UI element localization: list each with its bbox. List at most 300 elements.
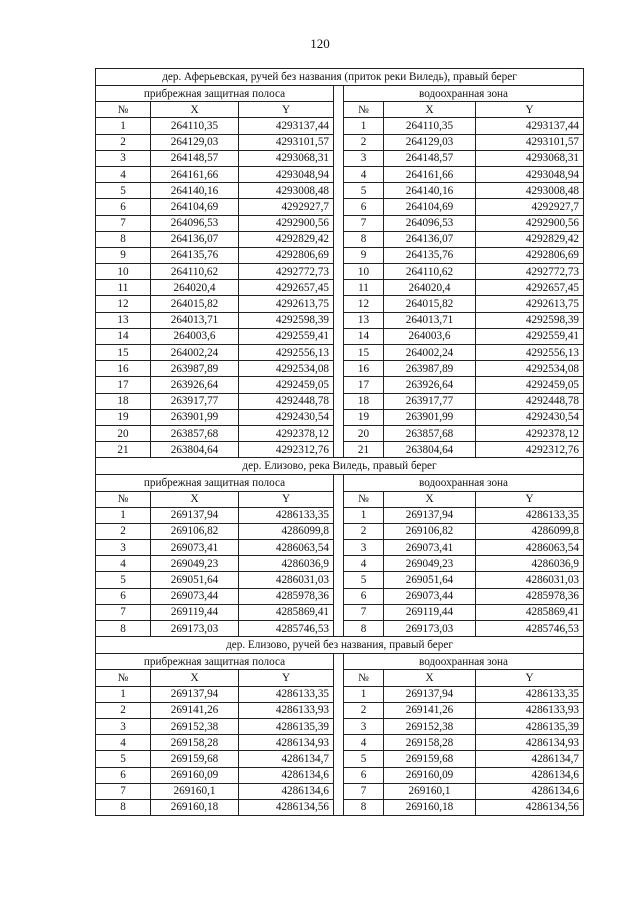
x-coordinate: 269051,64	[151, 572, 239, 588]
column-gap	[334, 475, 344, 491]
point-number: 3	[96, 150, 151, 166]
x-coordinate: 269106,82	[384, 523, 476, 539]
column-gap	[334, 604, 344, 620]
point-number: 5	[96, 572, 151, 588]
column-gap	[334, 491, 344, 507]
column-gap	[334, 686, 344, 702]
x-coordinate: 269119,44	[384, 604, 476, 620]
y-coordinate: 4285978,36	[239, 588, 334, 604]
column-gap	[334, 296, 344, 312]
column-gap	[334, 409, 344, 425]
y-coordinate: 4292657,45	[239, 280, 334, 296]
x-coordinate: 269159,68	[151, 751, 239, 767]
point-number: 6	[344, 767, 384, 783]
x-coordinate: 263857,68	[151, 425, 239, 441]
x-coordinate: 264135,76	[151, 247, 239, 263]
y-coordinate: 4285978,36	[476, 588, 584, 604]
y-coordinate: 4286134,6	[476, 767, 584, 783]
y-coordinate: 4292556,13	[476, 345, 584, 361]
column-gap	[334, 264, 344, 280]
subsection-row	[96, 654, 584, 670]
point-number: 20	[96, 425, 151, 441]
x-coordinate: 269051,64	[384, 572, 476, 588]
y-coordinate: 4292613,75	[239, 296, 334, 312]
column-gap	[334, 751, 344, 767]
x-coordinate: 269073,41	[384, 540, 476, 556]
x-coordinate: 264110,62	[384, 264, 476, 280]
subsection-row	[96, 475, 584, 491]
y-coordinate: 4293008,48	[476, 183, 584, 199]
point-number: 2	[344, 134, 384, 150]
right-subsection-title: водоохранная зона	[344, 86, 584, 102]
x-coordinate: 269160,18	[384, 799, 476, 815]
y-coordinate: 4292459,05	[239, 377, 334, 393]
x-coordinate: 264161,66	[384, 166, 476, 182]
column-header-y: Y	[239, 491, 334, 507]
column-gap	[334, 199, 344, 215]
column-gap	[334, 150, 344, 166]
column-gap	[334, 670, 344, 686]
column-header-row	[96, 491, 584, 507]
point-number: 6	[344, 199, 384, 215]
x-coordinate: 269137,94	[384, 507, 476, 523]
x-coordinate: 264104,69	[384, 199, 476, 215]
table-row	[96, 215, 584, 231]
y-coordinate: 4292900,56	[239, 215, 334, 231]
table-row	[96, 540, 584, 556]
point-number: 4	[96, 166, 151, 182]
column-header-x: X	[151, 670, 239, 686]
column-header-x: X	[384, 102, 476, 118]
y-coordinate: 4293101,57	[476, 134, 584, 150]
column-header-x: X	[151, 102, 239, 118]
table-row	[96, 767, 584, 783]
point-number: 12	[96, 296, 151, 312]
y-coordinate: 4293137,44	[476, 118, 584, 134]
x-coordinate: 269160,1	[384, 783, 476, 799]
x-coordinate: 269137,94	[151, 507, 239, 523]
y-coordinate: 4286133,93	[476, 702, 584, 718]
x-coordinate: 269106,82	[151, 523, 239, 539]
x-coordinate: 269160,1	[151, 783, 239, 799]
y-coordinate: 4292613,75	[476, 296, 584, 312]
x-coordinate: 263926,64	[384, 377, 476, 393]
y-coordinate: 4286063,54	[476, 540, 584, 556]
table-row	[96, 604, 584, 620]
x-coordinate: 264020,4	[384, 280, 476, 296]
table-row	[96, 393, 584, 409]
point-number: 14	[344, 328, 384, 344]
section-title: дер. Елизово, река Виледь, правый берег	[96, 458, 584, 475]
column-gap	[334, 523, 344, 539]
column-header-row	[96, 102, 584, 118]
column-gap	[334, 328, 344, 344]
y-coordinate: 4293137,44	[239, 118, 334, 134]
column-header-y: Y	[476, 491, 584, 507]
y-coordinate: 4292378,12	[476, 425, 584, 441]
point-number: 18	[96, 393, 151, 409]
x-coordinate: 264104,69	[151, 199, 239, 215]
column-gap	[334, 215, 344, 231]
point-number: 5	[96, 751, 151, 767]
y-coordinate: 4286099,8	[239, 523, 334, 539]
y-coordinate: 4286133,35	[239, 507, 334, 523]
point-number: 21	[96, 442, 151, 458]
x-coordinate: 264015,82	[151, 296, 239, 312]
y-coordinate: 4292598,39	[476, 312, 584, 328]
point-number: 2	[344, 523, 384, 539]
x-coordinate: 269073,41	[151, 540, 239, 556]
y-coordinate: 4292459,05	[476, 377, 584, 393]
y-coordinate: 4285746,53	[476, 621, 584, 637]
point-number: 7	[96, 783, 151, 799]
column-gap	[334, 345, 344, 361]
x-coordinate: 264140,16	[384, 183, 476, 199]
y-coordinate: 4286099,8	[476, 523, 584, 539]
y-coordinate: 4286134,93	[476, 735, 584, 751]
point-number: 8	[96, 621, 151, 637]
column-header-x: X	[384, 491, 476, 507]
x-coordinate: 269141,26	[384, 702, 476, 718]
y-coordinate: 4286134,56	[239, 799, 334, 815]
x-coordinate: 263917,77	[151, 393, 239, 409]
column-gap	[334, 231, 344, 247]
column-gap	[334, 442, 344, 458]
table-row	[96, 264, 584, 280]
y-coordinate: 4293048,94	[476, 166, 584, 182]
coordinates-table	[95, 68, 584, 816]
column-gap	[334, 118, 344, 134]
x-coordinate: 263917,77	[384, 393, 476, 409]
table-row	[96, 718, 584, 734]
table-row	[96, 231, 584, 247]
point-number: 3	[96, 718, 151, 734]
table-row	[96, 735, 584, 751]
table-row	[96, 377, 584, 393]
point-number: 4	[344, 166, 384, 182]
x-coordinate: 264161,66	[151, 166, 239, 182]
x-coordinate: 269073,44	[384, 588, 476, 604]
x-coordinate: 264129,03	[151, 134, 239, 150]
table-row	[96, 523, 584, 539]
column-gap	[334, 102, 344, 118]
column-header-y: Y	[476, 102, 584, 118]
table-row	[96, 751, 584, 767]
y-coordinate: 4292829,42	[476, 231, 584, 247]
point-number: 11	[344, 280, 384, 296]
point-number: 3	[344, 150, 384, 166]
point-number: 7	[344, 215, 384, 231]
x-coordinate: 269152,38	[384, 718, 476, 734]
y-coordinate: 4286133,35	[476, 686, 584, 702]
column-gap	[334, 654, 344, 670]
point-number: 2	[96, 702, 151, 718]
y-coordinate: 4293101,57	[239, 134, 334, 150]
right-subsection-title: водоохранная зона	[344, 654, 584, 670]
x-coordinate: 264110,35	[151, 118, 239, 134]
table-row	[96, 166, 584, 182]
y-coordinate: 4286133,93	[239, 702, 334, 718]
point-number: 8	[96, 799, 151, 815]
point-number: 19	[96, 409, 151, 425]
x-coordinate: 264148,57	[151, 150, 239, 166]
y-coordinate: 4286063,54	[239, 540, 334, 556]
x-coordinate: 263804,64	[384, 442, 476, 458]
y-coordinate: 4285746,53	[239, 621, 334, 637]
subsection-row	[96, 86, 584, 102]
section-title-row	[96, 69, 584, 86]
point-number: 9	[344, 247, 384, 263]
point-number: 2	[96, 134, 151, 150]
x-coordinate: 269141,26	[151, 702, 239, 718]
table-row	[96, 409, 584, 425]
point-number: 5	[344, 572, 384, 588]
table-row	[96, 280, 584, 296]
point-number: 7	[344, 783, 384, 799]
table-row	[96, 702, 584, 718]
y-coordinate: 4286031,03	[239, 572, 334, 588]
table-row	[96, 183, 584, 199]
x-coordinate: 269160,18	[151, 799, 239, 815]
y-coordinate: 4292927,7	[476, 199, 584, 215]
y-coordinate: 4293068,31	[476, 150, 584, 166]
point-number: 8	[96, 231, 151, 247]
x-coordinate: 263987,89	[151, 361, 239, 377]
table-row	[96, 588, 584, 604]
column-gap	[334, 702, 344, 718]
point-number: 4	[344, 556, 384, 572]
table-row	[96, 556, 584, 572]
point-number: 3	[96, 540, 151, 556]
point-number: 13	[96, 312, 151, 328]
y-coordinate: 4292378,12	[239, 425, 334, 441]
x-coordinate: 263804,64	[151, 442, 239, 458]
left-subsection-title: прибрежная защитная полоса	[96, 86, 334, 102]
x-coordinate: 264136,07	[151, 231, 239, 247]
column-header-y: Y	[239, 102, 334, 118]
table-row	[96, 150, 584, 166]
y-coordinate: 4292312,76	[239, 442, 334, 458]
point-number: 3	[344, 540, 384, 556]
column-header-no: №	[96, 491, 151, 507]
y-coordinate: 4285869,41	[239, 604, 334, 620]
y-coordinate: 4286134,6	[239, 767, 334, 783]
x-coordinate: 263857,68	[384, 425, 476, 441]
column-gap	[334, 572, 344, 588]
point-number: 13	[344, 312, 384, 328]
table-row	[96, 507, 584, 523]
y-coordinate: 4286031,03	[476, 572, 584, 588]
point-number: 14	[96, 328, 151, 344]
point-number: 15	[96, 345, 151, 361]
column-header-y: Y	[476, 670, 584, 686]
table-row	[96, 799, 584, 815]
x-coordinate: 264013,71	[384, 312, 476, 328]
table-row	[96, 247, 584, 263]
y-coordinate: 4286134,6	[476, 783, 584, 799]
x-coordinate: 263987,89	[384, 361, 476, 377]
column-gap	[334, 166, 344, 182]
point-number: 8	[344, 231, 384, 247]
point-number: 5	[344, 183, 384, 199]
y-coordinate: 4293008,48	[239, 183, 334, 199]
y-coordinate: 4292806,69	[476, 247, 584, 263]
x-coordinate: 264013,71	[151, 312, 239, 328]
table-row	[96, 425, 584, 441]
y-coordinate: 4293048,94	[239, 166, 334, 182]
point-number: 10	[344, 264, 384, 280]
x-coordinate: 269158,28	[151, 735, 239, 751]
point-number: 7	[344, 604, 384, 620]
column-header-no: №	[96, 102, 151, 118]
column-gap	[334, 767, 344, 783]
y-coordinate: 4286036,9	[476, 556, 584, 572]
y-coordinate: 4286134,7	[239, 751, 334, 767]
point-number: 15	[344, 345, 384, 361]
point-number: 11	[96, 280, 151, 296]
y-coordinate: 4292448,78	[239, 393, 334, 409]
point-number: 16	[96, 361, 151, 377]
column-header-row	[96, 670, 584, 686]
x-coordinate: 263926,64	[151, 377, 239, 393]
point-number: 6	[96, 199, 151, 215]
x-coordinate: 269173,03	[384, 621, 476, 637]
column-header-no: №	[344, 102, 384, 118]
y-coordinate: 4292772,73	[239, 264, 334, 280]
point-number: 12	[344, 296, 384, 312]
point-number: 5	[96, 183, 151, 199]
x-coordinate: 264003,6	[384, 328, 476, 344]
x-coordinate: 264003,6	[151, 328, 239, 344]
x-coordinate: 264002,24	[384, 345, 476, 361]
point-number: 7	[96, 215, 151, 231]
x-coordinate: 269160,09	[151, 767, 239, 783]
point-number: 4	[344, 735, 384, 751]
x-coordinate: 264096,53	[384, 215, 476, 231]
column-gap	[334, 718, 344, 734]
x-coordinate: 269158,28	[384, 735, 476, 751]
point-number: 1	[96, 118, 151, 134]
table-row	[96, 572, 584, 588]
table-row	[96, 345, 584, 361]
y-coordinate: 4292312,76	[476, 442, 584, 458]
point-number: 17	[344, 377, 384, 393]
point-number: 2	[96, 523, 151, 539]
y-coordinate: 4286134,56	[476, 799, 584, 815]
table-row	[96, 118, 584, 134]
x-coordinate: 269159,68	[384, 751, 476, 767]
y-coordinate: 4292556,13	[239, 345, 334, 361]
x-coordinate: 269152,38	[151, 718, 239, 734]
y-coordinate: 4286134,7	[476, 751, 584, 767]
column-header-no: №	[344, 670, 384, 686]
table-row	[96, 686, 584, 702]
column-gap	[334, 783, 344, 799]
x-coordinate: 264015,82	[384, 296, 476, 312]
x-coordinate: 264140,16	[151, 183, 239, 199]
table-row	[96, 442, 584, 458]
x-coordinate: 269049,23	[151, 556, 239, 572]
y-coordinate: 4292534,08	[239, 361, 334, 377]
x-coordinate: 263901,99	[384, 409, 476, 425]
point-number: 6	[96, 588, 151, 604]
point-number: 4	[96, 735, 151, 751]
point-number: 1	[344, 507, 384, 523]
y-coordinate: 4292829,42	[239, 231, 334, 247]
x-coordinate: 264135,76	[384, 247, 476, 263]
y-coordinate: 4286134,6	[239, 783, 334, 799]
y-coordinate: 4292900,56	[476, 215, 584, 231]
point-number: 6	[96, 767, 151, 783]
y-coordinate: 4286133,35	[476, 507, 584, 523]
table-row	[96, 783, 584, 799]
y-coordinate: 4292927,7	[239, 199, 334, 215]
x-coordinate: 269049,23	[384, 556, 476, 572]
y-coordinate: 4292806,69	[239, 247, 334, 263]
table-row	[96, 621, 584, 637]
y-coordinate: 4286135,39	[476, 718, 584, 734]
column-gap	[334, 540, 344, 556]
right-subsection-title: водоохранная зона	[344, 475, 584, 491]
y-coordinate: 4292534,08	[476, 361, 584, 377]
x-coordinate: 263901,99	[151, 409, 239, 425]
table-row	[96, 361, 584, 377]
column-gap	[334, 183, 344, 199]
x-coordinate: 264129,03	[384, 134, 476, 150]
left-subsection-title: прибрежная защитная полоса	[96, 654, 334, 670]
point-number: 5	[344, 751, 384, 767]
y-coordinate: 4293068,31	[239, 150, 334, 166]
point-number: 21	[344, 442, 384, 458]
x-coordinate: 264110,35	[384, 118, 476, 134]
column-gap	[334, 361, 344, 377]
point-number: 8	[344, 621, 384, 637]
column-header-y: Y	[239, 670, 334, 686]
y-coordinate: 4286134,93	[239, 735, 334, 751]
column-header-no: №	[96, 670, 151, 686]
point-number: 20	[344, 425, 384, 441]
point-number: 19	[344, 409, 384, 425]
y-coordinate: 4292772,73	[476, 264, 584, 280]
column-gap	[334, 247, 344, 263]
table-row	[96, 328, 584, 344]
section-title-row	[96, 458, 584, 475]
point-number: 18	[344, 393, 384, 409]
page-number: 120	[310, 36, 330, 51]
x-coordinate: 264110,62	[151, 264, 239, 280]
y-coordinate: 4286036,9	[239, 556, 334, 572]
column-gap	[334, 425, 344, 441]
column-gap	[334, 280, 344, 296]
x-coordinate: 269173,03	[151, 621, 239, 637]
y-coordinate: 4285869,41	[476, 604, 584, 620]
column-gap	[334, 735, 344, 751]
column-header-x: X	[151, 491, 239, 507]
point-number: 2	[344, 702, 384, 718]
x-coordinate: 264002,24	[151, 345, 239, 361]
y-coordinate: 4292657,45	[476, 280, 584, 296]
left-subsection-title: прибрежная защитная полоса	[96, 475, 334, 491]
point-number: 17	[96, 377, 151, 393]
column-gap	[334, 86, 344, 102]
column-gap	[334, 134, 344, 150]
y-coordinate: 4292598,39	[239, 312, 334, 328]
table-row	[96, 296, 584, 312]
point-number: 1	[96, 507, 151, 523]
point-number: 1	[344, 118, 384, 134]
point-number: 9	[96, 247, 151, 263]
point-number: 16	[344, 361, 384, 377]
